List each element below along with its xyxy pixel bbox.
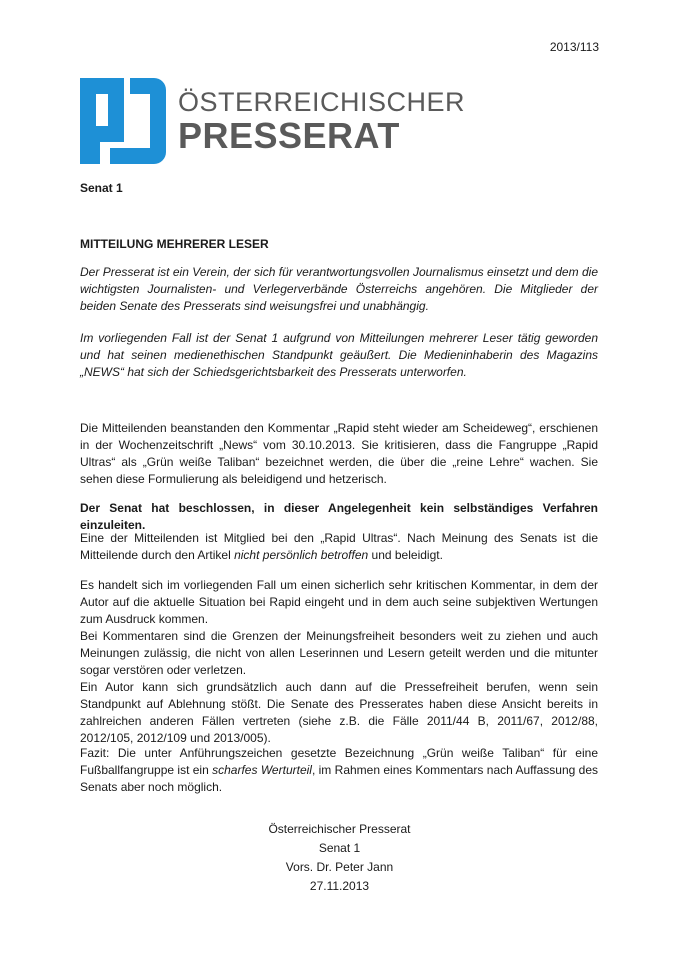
signature-chair: Vors. Dr. Peter Jann	[285, 860, 394, 874]
assessment-paragraph-1: Es handelt sich im vorliegenden Fall um einen sicherlich sehr kritischen Kommentar, in dem der Autor auf die aktuelle Situation bei Rapid eingeht und in dem auch seine subjektiven Wertungen zum Ausdruck kommen.	[80, 578, 598, 626]
conclusion-paragraph	[80, 745, 598, 796]
conclusion-tail: , im Rahmen eines Kommentars nach Auffassung des Senats aber noch möglich.	[80, 763, 598, 794]
complaint-paragraph: Die Mitteilenden beanstanden den Kommentar „Rapid steht wieder am Scheideweg“, erschienen in der Wochenzeitschrift „News“ vom 30.10.2013. Sie kritisieren, dass die Fangruppe „Rapid Ultras“ als „Grün weiße Taliban“ bezeichnet werden, die über die „reine Lehre“ wachen. Sie sehen diese Formulierung als beleidigend und hetzerisch.	[80, 421, 598, 486]
logo-text-line2: PRESSERAT	[178, 115, 400, 156]
document-heading: MITTEILUNG MEHRERER LESER	[80, 237, 269, 251]
conclusion-text: Fazit: Die unter Anführungszeichen gesetzte Bezeichnung „Grün weiße Taliban“ für eine Fußballfangruppe ist ein	[80, 746, 598, 777]
logo-text-line1: ÖSTERREICHISCHER	[178, 87, 466, 117]
document-number: 2013/113	[549, 40, 599, 54]
intro-paragraph-1: Der Presserat ist ein Verein, der sich für verantwortungsvollen Journalismus einsetzt und dem die wichtigsten Journalisten- und Verlegerverbände Österreichs angehören. Die Mitglieder der beiden Senate des Presserats sind weisungsfrei und unabhängig.	[80, 265, 598, 313]
presserat-logo	[80, 78, 465, 164]
assessment-paragraph-2: Bei Kommentaren sind die Grenzen der Meinungsfreiheit besonders weit zu ziehen und auch Meinungen zulässig, die nicht von allen Leserinnen und Lesern geteilt werden und die mitunter sogar verstören oder verletzen.	[80, 629, 598, 677]
signature-senate: Senat 1	[318, 841, 361, 855]
assessment-block	[80, 577, 598, 747]
senate-label: Senat 1	[80, 181, 123, 195]
signature-block	[0, 820, 679, 896]
intro-paragraph-2: Im vorliegenden Fall ist der Senat 1 aufgrund von Mitteilungen mehrerer Leser tätig geworden und hat seinen medienethischen Standpunkt geäußert. Die Medieninhaberin des Magazins „NEWS“ hat sich der Schiedsgerichtsbarkeit des Presserats unterworfen.	[80, 331, 598, 379]
signature-date: 27.11.2013	[309, 879, 370, 893]
member-paragraph-tail: und beleidigt.	[368, 548, 443, 562]
member-paragraph-emphasis: nicht persönlich betroffen	[234, 548, 369, 562]
assessment-paragraph-3: Ein Autor kann sich grundsätzlich auch dann auf die Pressefreiheit berufen, wenn sein Standpunkt auf Ablehnung stößt. Die Senate des Presserates haben diese Ansicht bereits in zahlreichen anderen Fällen vertreten (siehe z.B. die Fälle 2011/44 B, 2011/67, 2012/88, 2012/105, 2012/109 und 2013/005).	[80, 680, 598, 745]
signature-organization: Österreichischer Presserat	[268, 822, 411, 836]
conclusion-emphasis: scharfes Werturteil	[212, 763, 312, 777]
decision-paragraph: Der Senat hat beschlossen, in dieser Angelegenheit kein selbständiges Verfahren einzuleiten.	[80, 501, 598, 532]
member-paragraph-text: Eine der Mitteilenden ist Mitglied bei den „Rapid Ultras“. Nach Meinung des Senats ist die Mitteilende durch den Artikel	[80, 531, 598, 562]
presserat-logo-icon	[80, 78, 166, 164]
member-paragraph	[80, 530, 598, 564]
